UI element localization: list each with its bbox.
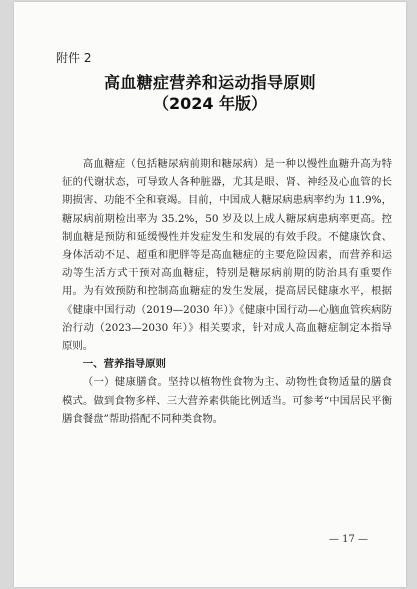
document-subtitle: （2024 年版）	[152, 94, 268, 113]
diet-paragraph: （一）健康膳食。坚持以植物性食物为主、动物性食物适量的膳食模式。做到食物多样、三大营养素供能比例适当。可参考“中国居民平衡膳食餐盘”帮助搭配不同种类食物。	[62, 376, 392, 425]
attachment-label: 附件 2	[56, 51, 92, 65]
document-title: 高血糖症营养和运动指导原则	[104, 73, 316, 92]
document-page	[14, 2, 406, 587]
document-body	[62, 155, 392, 428]
page-number: — 17 —	[328, 534, 368, 545]
section-heading: 一、营养指导原则	[82, 358, 166, 371]
intro-paragraph: 高血糖症（包括糖尿病前期和糖尿病）是一种以慢性血糖升高为特征的代谢状态，可导致人各种脏器，尤其是眼、肾、神经及心血管的长期损害、功能不全和衰竭。目前，中国成人糖尿病患病率约为 11.9%，糖尿病前期检出率为 35.2%，50 岁及以上成人糖尿病患病率更高。控制血糖是预防和延缓慢性并发症发生和发展的有效手段。不健康饮食、身体活动不足、超重和肥胖等是高血糖症的主要危险因素，而营养和运动等生活方式干预对高血糖症，特别是糖尿病前期的防治具有重要作用。为有效预防和控制高血糖症的发生发展，提高居民健康水平，根据《健康中国行动（2019—2030 年）》《健康中国行动—心脑血管疾病防治行动（2023—2030 年）》相关要求，针对成人高血糖症制定本指导原则。	[62, 158, 392, 353]
